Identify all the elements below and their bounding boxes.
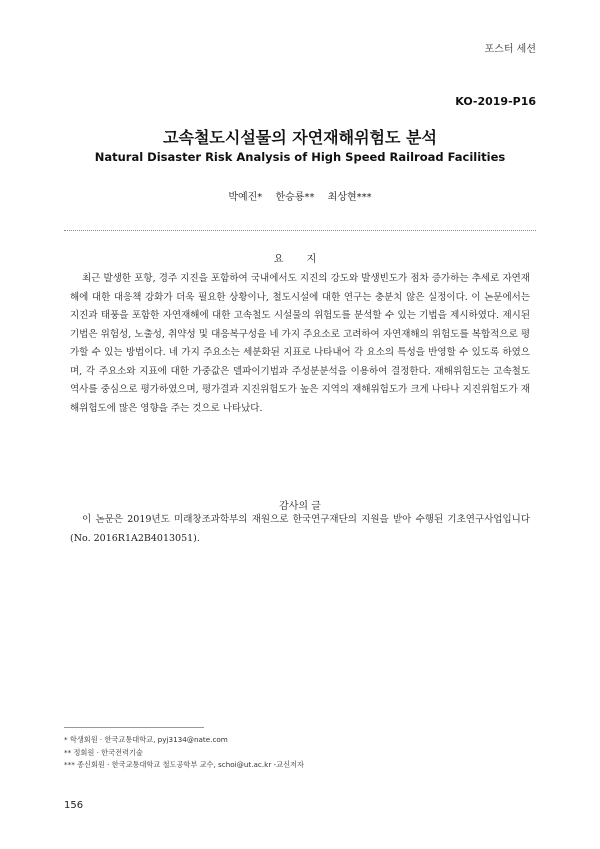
acknowledgement-heading: 감사의 글 bbox=[279, 501, 321, 512]
session-label: 포스터 세션 bbox=[484, 44, 536, 55]
section-divider bbox=[64, 230, 536, 231]
footnote-3: *** 종신회원 · 한국교통대학교 철도공학부 교수, schoi@ut.ac.kr -교신저자 bbox=[64, 760, 304, 769]
author-list bbox=[0, 188, 600, 203]
abstract-heading: 요 지 bbox=[273, 254, 327, 265]
title-korean: 고속철도시설물의 자연재해위험도 분석 bbox=[163, 128, 437, 147]
title-english: Natural Disaster Risk Analysis of High Speed Railroad Facilities bbox=[94, 150, 506, 164]
paper-code: KO-2019-P16 bbox=[455, 95, 536, 108]
author-1: 박예진* bbox=[228, 192, 263, 203]
author-2: 한승룡** bbox=[275, 192, 315, 203]
abstract-body: 최근 발생한 포항, 경주 지진을 포함하여 국내에서도 지진의 강도와 발생빈도가 점차 증가하는 추세로 자연재해에 대한 대응책 강화가 더욱 필요한 상황이나, 철도시설에 대한 연구는 충분치 않은 실정이다. 이 논문에서는 지진과 태풍을 포함한 자연재해에 대한 고속철도 시설물의 위험도를 분석할 수 있는 기법을 제시하였다. 제시된 기법은 위험성, 노출성, 취약성 및 대응복구성을 네 가지 주요소로 고려하여 자연재해의 위험도를 복합적으로 평가할 수 있는 방법이다. 네 가지 주요소는 세분화된 지표로 나타내어 각 요소의 특성을 반영할 수 있도록 하였으며, 각 주요소와 지표에 대한 가중값은 델파이기법과 주성분분석을 이용하여 결정한다. 재해위험도는 고속철도 역사를 중심으로 평가하였으며, 평가결과 지진위험도가 높은 지역의 재해위험도가 크게 나타나 지진위험도가 재해위험도에 많은 영향을 주는 것으로 나타났다. bbox=[70, 273, 530, 414]
footnote-rule bbox=[64, 727, 204, 728]
page-number: 156 bbox=[64, 800, 84, 811]
footnotes bbox=[64, 734, 544, 772]
footnote-2: ** 정회원 · 한국전력기술 bbox=[64, 747, 143, 757]
acknowledgement-body: 이 논문은 2019년도 미래창조과학부의 재원으로 한국연구재단의 지원을 받아 수행된 기초연구사업입니다(No. 2016R1A2B4013051). bbox=[70, 514, 530, 544]
author-3: 최상현*** bbox=[327, 192, 372, 203]
footnote-1: * 학생회원 · 한국교통대학교, pyj3134@nate.com bbox=[64, 735, 228, 744]
